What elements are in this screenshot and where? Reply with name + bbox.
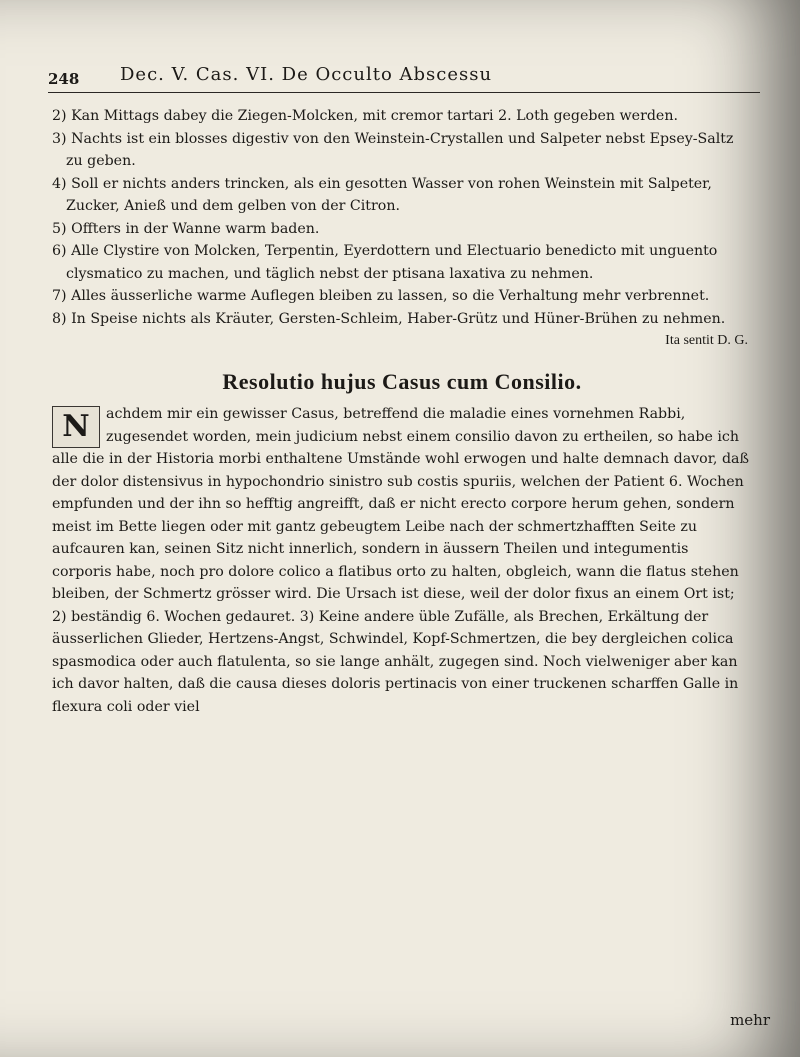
list-item: 8) In Speise nichts als Kräuter, Gersten-Schleim, Haber-Grütz und Hüner-Brühen zu nehmen. [52,310,726,327]
catchword: mehr [730,1011,770,1029]
page-header [48,62,760,93]
resolution-text: achdem mir ein gewisser Casus, betreffend die maladie eines vornehmen Rabbi, zugesendet worden, mein judicium nebst einem consilio davon zu ertheilen, so habe ich alle die in der Historia morbi enthaltene Umstände wohl erwogen und halte demnach davor, daß der dolor distensivus in hypochondrio sinistro sub costis spuriis, welchen der Patient 6. Wochen empfunden und der ihn so hefftig angreifft, daß er nicht erecto corpore herum gehen, sondern meist im Bette liegen oder mit gantz gebeugtem Leibe nach der schmertzhafften Seite zu aufcauren kan, seinen Sitz nicht innerlich, sondern in äussern Theilen und integumentis corporis habe, noch pro dolore colico a flatibus orto zu halten, obgleich, wann die flatus stehen bleiben, der Schmertz grösser wird. Die Ursach ist diese, weil der dolor fixus an einem Ort ist; 2) beständig 6. Wochen gedauret. 3) Keine andere üble Zufälle, als Brechen, Erkältung der äusserlichen Glieder, Hertzens-Angst, Schwindel, Kopf-Schmertzen, die bey dergleichen colica spasmodica oder auch flatulenta, so sie lange anhält, zugegen sind. Noch vielweniger aber kan ich davor halten, daß die causa dieses doloris pertinacis von einer truckenen scharffen Galle in flexura coli oder viel [52,406,749,715]
page-number: 248 [48,70,80,88]
list-item: 5) Offters in der Wanne warm baden. [52,220,320,237]
decorated-initial: N [52,406,100,448]
running-head: Dec. V. Cas. VI. De Occulto Abscessu [120,64,493,85]
list-item: 4) Soll er nichts anders trincken, als ein gesotten Wasser von rohen Weinstein mit Salpeter, Zucker, Anieß und dem gelben von der Citron. [52,175,712,214]
list-item: 2) Kan Mittags dabey die Ziegen-Molcken, mit cremor tartari 2. Loth gegeben werden. [52,108,678,124]
list-item: 7) Alles äusserliche warme Auflegen bleiben zu lassen, so die Verhaltung mehr verbrennet. [52,288,710,304]
resolution-paragraph [52,403,752,718]
section-heading: Resolutio hujus Casus cum Consilio. [222,368,582,394]
body-text [52,105,752,718]
list-item: 3) Nachts ist ein blosses digestiv von den Weinstein-Crystallen und Salpeter nebst Epsey-Saltz zu geben. [52,130,734,169]
signature: Ita sentit D. G. [665,333,748,348]
list-item: 6) Alle Clystire von Molcken, Terpentin, Eyerdottern und Electuario benedicto mit unguento clysmatico zu machen, und täglich nebst der ptisana laxativa zu nehmen. [52,243,718,282]
